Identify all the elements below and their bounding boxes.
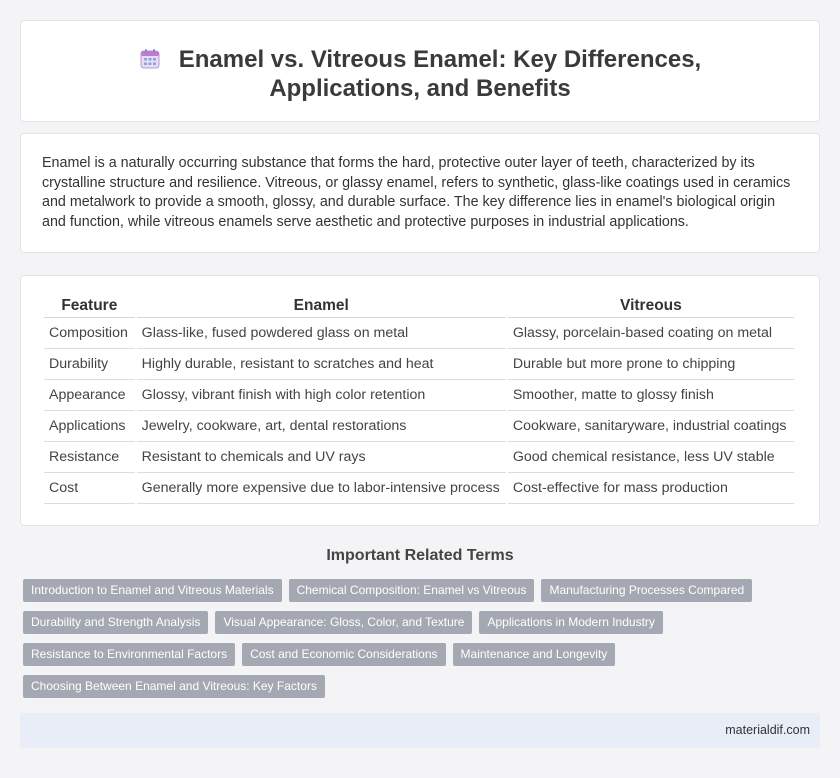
- related-terms-heading: Important Related Terms: [326, 547, 514, 564]
- table-row: [44, 349, 794, 380]
- table-row: [44, 411, 794, 442]
- tag-row: [23, 579, 803, 602]
- related-term-tag[interactable]: Chemical Composition: Enamel vs Vitreous: [289, 579, 535, 602]
- row-feature: Appearance: [44, 380, 135, 411]
- row-enamel: Highly durable, resistant to scratches and heat: [137, 349, 506, 380]
- row-enamel: Resistant to chemicals and UV rays: [137, 442, 506, 473]
- tag-row: [23, 611, 803, 634]
- related-term-tag[interactable]: Visual Appearance: Gloss, Color, and Texture: [215, 611, 472, 634]
- row-vitreous: Cost-effective for mass production: [508, 473, 794, 504]
- tag-row: [23, 643, 803, 666]
- header-enamel: Enamel: [137, 294, 506, 318]
- related-terms-list: [23, 579, 803, 707]
- row-vitreous: Smoother, matte to glossy finish: [508, 380, 794, 411]
- table-header-row: [44, 294, 794, 318]
- table-row: [44, 318, 794, 349]
- row-vitreous: Glassy, porcelain-based coating on metal: [508, 318, 794, 349]
- table-row: [44, 380, 794, 411]
- related-term-tag[interactable]: Choosing Between Enamel and Vitreous: Key Factors: [23, 675, 325, 698]
- comparison-table: [42, 294, 796, 504]
- row-vitreous: Cookware, sanitaryware, industrial coatings: [508, 411, 794, 442]
- page-title-text: Enamel vs. Vitreous Enamel: Key Differences, Applications, and Benefits: [178, 46, 702, 102]
- calendar-icon: [139, 48, 161, 70]
- intro-card: [20, 133, 820, 253]
- footer: [20, 713, 820, 748]
- page-title: [21, 45, 819, 103]
- related-term-tag[interactable]: Applications in Modern Industry: [479, 611, 662, 634]
- tag-row: [23, 675, 803, 698]
- row-enamel: Glass-like, fused powdered glass on metal: [137, 318, 506, 349]
- row-feature: Composition: [44, 318, 135, 349]
- related-term-tag[interactable]: Resistance to Environmental Factors: [23, 643, 235, 666]
- row-feature: Resistance: [44, 442, 135, 473]
- header-card: [20, 20, 820, 122]
- table-row: [44, 473, 794, 504]
- related-term-tag[interactable]: Manufacturing Processes Compared: [541, 579, 752, 602]
- row-vitreous: Durable but more prone to chipping: [508, 349, 794, 380]
- row-feature: Durability: [44, 349, 135, 380]
- row-enamel: Jewelry, cookware, art, dental restorations: [137, 411, 506, 442]
- related-term-tag[interactable]: Maintenance and Longevity: [453, 643, 616, 666]
- related-term-tag[interactable]: Durability and Strength Analysis: [23, 611, 208, 634]
- header-vitreous: Vitreous: [508, 294, 794, 318]
- related-term-tag[interactable]: Cost and Economic Considerations: [242, 643, 445, 666]
- header-feature: Feature: [44, 294, 135, 318]
- related-term-tag[interactable]: Introduction to Enamel and Vitreous Materials: [23, 579, 282, 602]
- row-vitreous: Good chemical resistance, less UV stable: [508, 442, 794, 473]
- footer-site-name[interactable]: materialdif.com: [725, 723, 810, 737]
- intro-paragraph: Enamel is a naturally occurring substance that forms the hard, protective outer layer of teeth, characterized by its crystalline structure and resilience. Vitreous, or glassy enamel, refers to synthetic, glass-like coatings used in ceramics and metalwork to provide a smooth, glossy, and durable surface. The key difference lies in enamel's biological origin and function, while vitreous enamels serve aesthetic and protective purposes in industrial applications.: [42, 155, 791, 230]
- row-feature: Applications: [44, 411, 135, 442]
- comparison-card: [20, 275, 820, 526]
- table-row: [44, 442, 794, 473]
- row-enamel: Glossy, vibrant finish with high color retention: [137, 380, 506, 411]
- row-enamel: Generally more expensive due to labor-intensive process: [137, 473, 506, 504]
- row-feature: Cost: [44, 473, 135, 504]
